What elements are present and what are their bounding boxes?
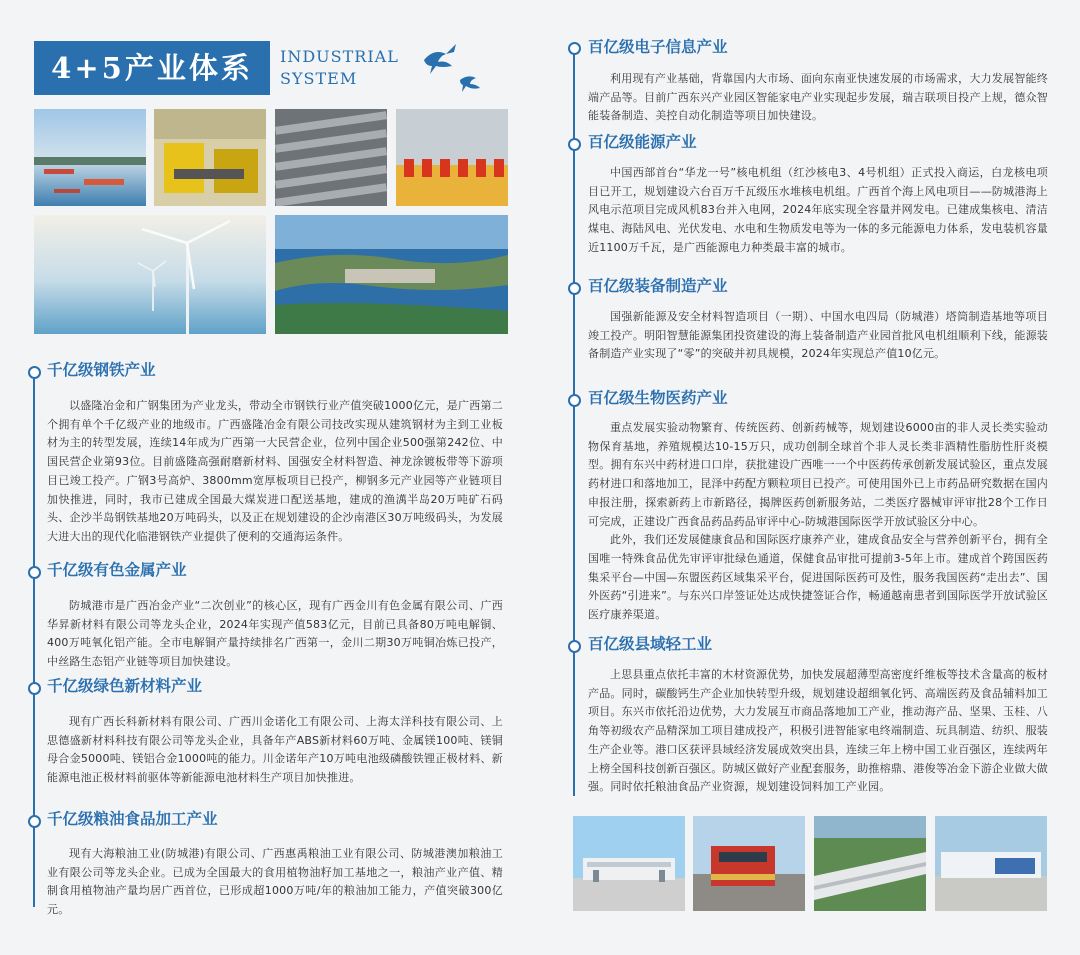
section-title-energy: 百亿级能源产业 [588,133,697,151]
timeline-dot-icon [568,138,581,151]
section-body-electronics [588,70,1048,126]
freight-train-photo [693,816,805,911]
port-aerial-photo [275,215,508,334]
section-title-county-light-industry: 百亿级县域轻工业 [588,635,713,653]
subtitle-line-2: SYSTEM [280,69,358,88]
timeline-dot-icon [28,566,41,579]
timeline-dot-icon [28,366,41,379]
paragraph: 以盛隆冶金和广钢集团为产业龙头，带动全市钢铁行业产值突破1000亿元，是广西第二个拥有单个千亿级产业的地级市。广西盛隆冶金有限公司技改实现从建筑钢材为主到工业板材为主的转型发展，连续14年成为广西第一大民营企业，位列中国企业500强第242位、中国民营企业第93位。目前盛隆高强耐磨新材料、国强安全材料智造、神龙涂镀板带等下游项目已竣工投产。广钢3号高炉、3800mm宽厚板项目已投产，柳钢多元产业园等产业链项目加快推进，同时，我市已建成全国最大煤炭进口配送基地，建成的渔澫半岛20万吨矿石码头、企沙半岛钢铁基地20万吨码头，以及正在规划建设的企沙南港区30万吨级码头，为发展大进大出的现代化临港钢铁产业提供了便利的交通海运条件。 [47,399,503,543]
factory-robot-photo [154,109,266,206]
paragraph: 防城港市是广西冶金产业“二次创业”的核心区，现有广西金川有色金属有限公司、广西华昇新材料有限公司等龙头企业，2024年实现产值583亿元，目前已具备80万吨电解铜、400万吨氧化铝产能。全市电解铜产量持续排名广西第一，金川二期30万吨铜冶炼已投产，中丝路生态铝产业链等项目加快建设。 [47,599,503,669]
section-body-energy [588,164,1048,258]
heron-icon [420,40,482,96]
section-title-equipment: 百亿级装备制造产业 [588,277,728,295]
factory-aerial-photo [814,816,926,911]
section-body-steel [47,397,503,547]
section-title-green-materials: 千亿级绿色新材料产业 [47,677,203,695]
steel-bars-photo [275,109,387,206]
timeline-dot-icon [28,815,41,828]
right-timeline-line [573,54,575,796]
section-body-county-light-industry [588,666,1048,797]
paragraph: 现有大海粮油工业(防城港)有限公司、广西惠禹粮油工业有限公司、防城港澳加粮油工业有限公司等龙头企业。已成为全国最大的食用植物油籽加工基地之一，粮油产业产值、精制食用植物油产量均居广西首位，已形成超1000万吨/年的粮油加工能力，产值突破300亿元。 [47,847,503,917]
section-body-equipment [588,308,1048,364]
page-subtitle [280,46,430,90]
section-title-nonferrous: 千亿级有色金属产业 [47,561,187,579]
timeline-dot-icon [568,394,581,407]
cooking-oil-line-photo [396,109,508,206]
paragraph: 现有广西长科新材料有限公司、广西川金诺化工有限公司、上海太洋科技有限公司、上思德盛新材料科技有限公司等龙头企业，具备年产ABS新材料60万吨、金属镁100吨、镁铜母合金5000吨、镁铝合金1000吨的能力。川金诺年产10万吨电池级磷酸铁锂正极材料、新能源电池正极材料前驱体等新能源电池材料生产项目加快推进。 [47,715,503,785]
industrial-park-gate-photo [573,816,685,911]
paragraph: 上思县重点依托丰富的木材资源优势，加快发展超薄型高密度纤维板等技术含量高的板材产品。同时，碳酸钙生产企业加快转型升级，规划建设超细氧化钙、高端医药及食品辅料加工项目。东兴市依托沿边优势，大力发展互市商品落地加工产业，推动海产品、坚果、玉桂、八角等初级农产品精深加工项目建成投产，积极引进智能家电终端制造、玩具制造、纺织、服装生产企业等。港口区获评县域经济发展成效突出县，连续三年上榜中国工业百强区，连续两年上榜全国科技创新百强区。防城区做好产业配套服务，助推榕鼎、港俊等冶金下游企业做大做强。同时依托粮油食品产业资源，规划建设饲料加工产业园。 [588,668,1048,794]
paragraph: 国强新能源及安全材料智造项目（一期）、中国水电四局（防城港）塔筒制造基地等项目竣工投产。明阳智慧能源集团投资建设的海上装备制造产业园首批风电机组顺利下线，能源装备制造产业实现了“零”的突破并初具规模，2024年实现总产值10亿元。 [588,310,1048,361]
paragraph: 中国西部首台“华龙一号”核电机组（红沙核电3、4号机组）正式投入商运，白龙核电项目已开工，规划建设六台百万千瓦级压水堆核电机组。广西首个海上风电项目——防城港海上风电示范项目完成风机83台并入电网，2024年底实现全容量并网发电。已建成集核电、清洁煤电、海陆风电、光伏发电、水电和生物质发电等为一体的多元能源电力体系，发电装机容量近1100万千瓦，是广西能源电力种类最丰富的城市。 [588,166,1048,254]
timeline-dot-icon [568,640,581,653]
paragraph: 重点发展实验动物繁育、传统医药、创新药械等，规划建设6000亩的非人灵长类实验动物保育基地，养殖规模达10-15万只，成功创制全球首个非人灵长类非酒精性脂肪性肝炎模型。拥有东兴中药材进口口岸，获批建设广西唯一一个中医药传承创新发展试验区，重点发展药材进口和落地加工，昆泽中药配方颗粒项目已投产。可使用国外已上市药品研究数据在国内申报注册，探索新药上市新路径，揭牌医药创新服务站，二类医疗器械审评审批28个工作日可完成，正建设广西食品药品药品审评中心-防城港国际医学开放试验区分中心。 [588,421,1048,528]
wind-blade-factory-photo [935,816,1047,911]
timeline-dot-icon [28,682,41,695]
section-body-green-materials [47,713,503,788]
page-title: 4+5产业体系 [34,41,270,95]
section-title-electronics: 百亿级电子信息产业 [588,38,728,56]
paragraph: 此外，我们还发展健康食品和国际医疗康养产业，建成食品安全与营养创新平台，拥有全国唯一特殊食品优先审评审批绿色通道，保健食品审批可提前3-5年上市。建成首个跨国医药集采平台—中国—东盟医药区域集采平台，促进国际医药可及性，服务我国医药“走出去”、国外医药“引进来”。与东兴口岸签证处达成快捷签证合作，畅通越南患者到国际医学开放试验区医疗康养渠道。 [588,533,1048,622]
section-body-biomedicine [588,419,1048,625]
offshore-wind-photo [34,215,266,334]
timeline-dot-icon [568,282,581,295]
subtitle-line-1: INDUSTRIAL [280,47,399,66]
section-title-biomedicine: 百亿级生物医药产业 [588,389,728,407]
section-body-nonferrous [47,597,503,672]
section-title-grain-oil: 千亿级粮油食品加工产业 [47,810,218,828]
paragraph: 利用现有产业基础，背靠国内大市场、面向东南亚快速发展的市场需求，大力发展智能终端产品等。目前广西东兴产业园区智能家电产业实现起步发展，瑞吉联项目投产上规，德众智能装备制造、美控自动化制造等项目加快建设。 [588,72,1048,123]
section-body-grain-oil [47,845,503,920]
section-title-steel: 千亿级钢铁产业 [47,361,156,379]
harbor-photo [34,109,146,206]
timeline-dot-icon [568,42,581,55]
